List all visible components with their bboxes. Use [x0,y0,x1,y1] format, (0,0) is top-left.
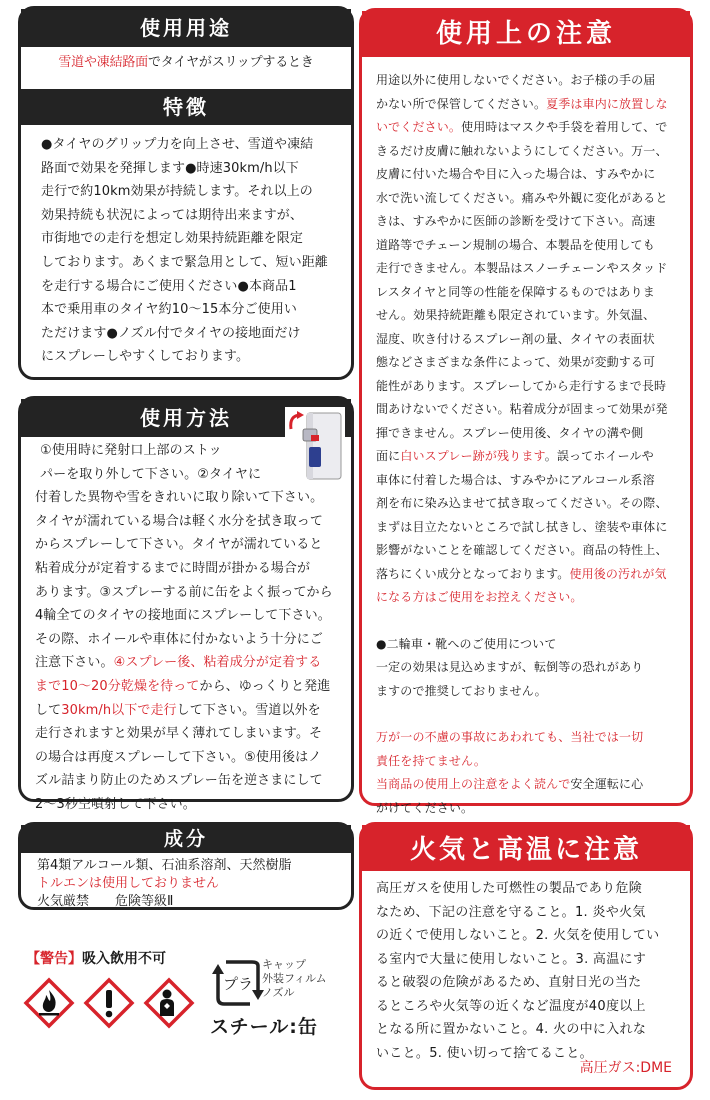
usage-title: 使用用途 [21,9,351,47]
warning-label: 【警告】吸入飲用不可 [26,951,166,967]
features-line: 本で乗用車のタイヤ約10～15本分ご使用い [41,302,297,318]
features-line: ただけます●ノズル付でタイヤの接地面だけ [41,325,301,341]
caution-line: になる方はご使用をお控えください。 [376,590,583,604]
caution-line: レスタイヤと同等の性能を保障するものではありま [376,284,655,299]
caution-final [376,726,682,820]
recycle-pla-icon [210,958,268,1008]
caution-line: 皮膚に付いた場合や目に入った場合は、すみやかに [376,167,656,181]
caution-line: まずは目立たないところで試し拭きし、塗装や車体に [376,519,668,534]
caution-line: 走行できません。本製品はスノーチェーンやスタッド [376,261,668,275]
caution-line: せん。効果持続距離も限定されています。外気温、 [376,308,656,322]
caution-text [376,69,682,820]
flammable-icon [24,978,74,1028]
recycle-mark-text: プラ [222,975,254,993]
caution-line: 間あけないでください。粘着成分が固まって効果が発 [376,402,668,416]
caution-main [376,69,682,610]
caution-line: 万が一の不慮の事故にあわれても、当社では一切 [376,730,644,744]
caution-line: かない所で保管してください。夏季は車内に放置しな [376,96,668,111]
caution-motorcycle: ●二輪車・靴へのご使用について 一定の効果は見込めますが、転倒等の恐れがあり ますので推奨しておりません。 [376,636,644,698]
caution-line: 責任を持てません。 [376,753,487,768]
features-line: 市街地での走行を想定し効果持続距離を限定 [41,231,304,247]
health-hazard-icon [144,978,194,1028]
caution-line: 面に白いスプレー跡が残ります。誤ってホイールや [376,449,654,463]
usage-panel [18,6,354,380]
caution-title: 使用上の注意 [362,11,690,57]
features-line: 効果持続も状況によっては期待出来ますが、 [41,207,304,223]
usage-subtitle: 雪道や凍結路面でタイヤがスリップするとき [58,55,314,70]
features-line: 路面で効果を発揮します●時速30km/h以下 [41,160,299,176]
ingredients-text: 第4類アルコール類、石油系溶剤、天然樹脂 トルエンは使用しておりません 火気厳禁 危険等級Ⅱ [37,858,292,909]
caution-line: 水で洗い流してください。痛みや外観に変化があると [376,190,668,205]
caution-line: いでください。使用時はマスクや手袋を着用して、で [376,120,668,134]
method-title: 使用方法 [21,399,351,437]
features-line: にスプレーしやすくしております。 [41,349,250,365]
high-pressure-gas-label: 高圧ガス:DME [579,1060,672,1076]
caution-line: 能性があります。スプレーしてから走行するまで長時 [376,378,667,393]
caution-line: 車体に付着した場合は、すみやかにアルコール系溶 [376,472,655,487]
caution-line: 当商品の使用上の注意をよく読んで安全運転に心 [376,777,644,791]
caution-line: 剤を布に染み込ませて拭き取ってください。その際、 [376,496,668,510]
method-text: ①使用時に発射口上部のストッ パーを取り外して下さい。②タイヤに 付着した異物や雪をきれいに取り除いて下さい。 タイヤが濡れている場合は軽く水分を拭き取って からスプレーして下さい。タイヤが濡れていると 粘着成分が定着するまでに時間が掛かる場合が あります。③スプレーする前に缶をよく振ってから 4輪全てのタイヤの接地面にスプレーして下さい。 その際、ホイールや車体に付かないよう十分にご 注意下さい。④スプレー後、粘着成分が定着する まで10～20分乾燥を待ってから、ゆっくりと発進 して30km/h以下で走行して下さい。雪道以外を 走行されますと効果が早く薄れてしまいます。そ の場合は再度スプレーして下さい。⑤使用後はノ ズル詰まり防止のためスプレー缶を逆さまにして 2～3秒空噴射して下さい。 [35,443,333,812]
features-line: 走行で約10km効果が持続します。それ以上の [41,184,313,200]
caution-line: がけてください。 [376,800,474,815]
caution-line: きるだけ皮膚に触れないようにしてください。万一、 [376,143,668,158]
caution-line: 落ちにくい成分となっております。使用後の汚れが気 [376,566,667,581]
caution-line: きは、すみやかに医師の診断を受けて下さい。高速 [376,214,656,228]
ingredients-panel [18,822,354,910]
features-line: を走行する場合にご使用ください●本商品1 [41,278,297,294]
caution-line: 揮できません。スプレー使用後、タイヤの溝や側 [376,425,644,440]
features-title: 特徴 [21,89,351,125]
steel-can-label: スチール:缶 [210,1016,318,1038]
caution-line: 道路等でチェーン規制の場合、本製品を使用しても [376,237,655,252]
features-line: しております。あくまで緊急用として、短い距離 [41,254,328,270]
recycle-labels: キャップ 外装フィルム ノズル [262,958,327,999]
features-line: ●タイヤのグリップ力を向上させ、雪道や凍結 [41,137,314,152]
caution-line: 用途以外に使用しないでください。お子様の手の届 [376,73,656,87]
fire-panel [359,822,693,1090]
caution-panel [359,8,693,815]
caution-line: 影響がないことを確認してください。商品の特性上、 [376,543,668,557]
method-panel [18,396,354,812]
caution-line: 態などさまざまな条件によって、効果が変動する可 [376,355,656,369]
fire-text: 高圧ガスを使用した可燃性の製品であり危険 なため、下記の注意を守ること。1. 炎や火気 の近くで使用しないこと。2. 火気を使用してい る室内で大量に使用しないこと。3. 高温にす ると破裂の危険があるため、直射日光の当た るところや火気等の近くなど温度が40度以上 となる所に置かないこと。4. 火の中に入れな いこと。5. 使い切って捨てること。 [376,881,660,1061]
ingredients-title: 成分 [21,825,351,853]
fire-title: 火気と高温に注意 [362,825,690,871]
features-text [41,133,343,369]
caution-line: 湿度、吹き付けるスプレー剤の量、タイヤの表面状 [376,331,655,346]
exclamation-icon [84,978,134,1028]
